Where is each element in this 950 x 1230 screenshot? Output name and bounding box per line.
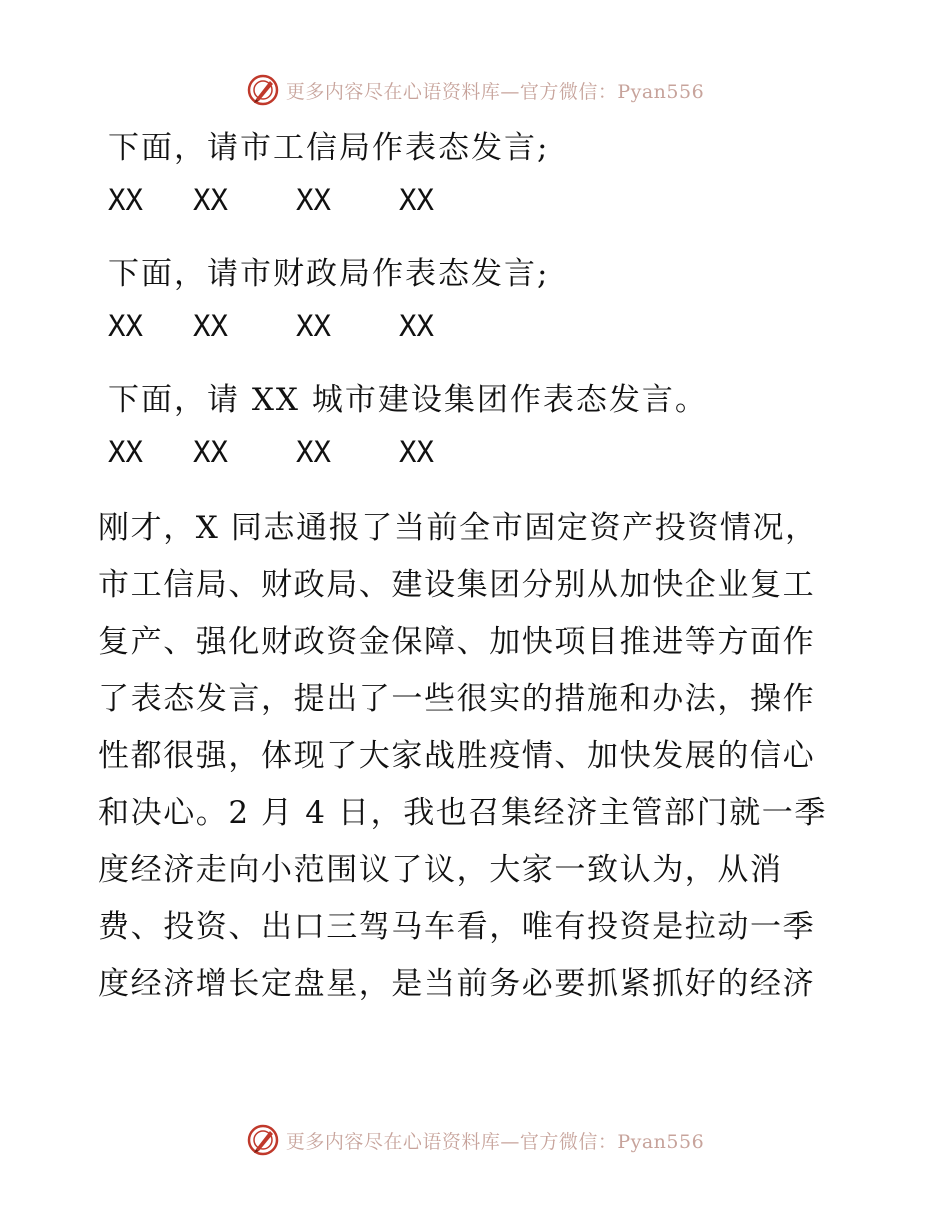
paragraph-line: 性都很强，体现了大家战胜疫情、加快发展的信心 (98, 738, 816, 774)
placeholder-text: XX (193, 309, 228, 343)
placeholder-text: XX (193, 435, 228, 469)
placeholder-text: XX (108, 309, 143, 343)
placeholder-row (98, 426, 858, 478)
placeholder-text: XX (296, 183, 331, 217)
paragraph-line: 了表态发言，提出了一些很实的措施和办法，操作 (98, 681, 816, 717)
placeholder-text: XX (296, 309, 331, 343)
watermark-text: 更多内容尽在心语资料库—官方微信：Pyan556 (285, 80, 705, 103)
header-watermark (0, 70, 950, 110)
paragraph-line: 复产、强化财政资金保障、加快项目推进等方面作 (98, 624, 816, 660)
paragraph-line: 费、投资、出口三驾马车看，唯有投资是拉动一季 (98, 909, 816, 945)
placeholder-text: XX (108, 183, 143, 217)
pen-logo-icon (246, 73, 280, 107)
placeholder-text: XX (108, 435, 143, 469)
pen-logo-icon (246, 1123, 280, 1157)
placeholder-text: XX (399, 435, 434, 469)
footer-watermark (0, 1120, 950, 1160)
placeholder-text: XX (399, 309, 434, 343)
paragraph-line: 市工信局、财政局、建设集团分别从加快企业复工 (98, 567, 816, 603)
placeholder-text: XX (296, 435, 331, 469)
watermark-text: 更多内容尽在心语资料库—官方微信：Pyan556 (285, 1130, 705, 1153)
speech-line: 下面，请市工信局作表态发言; (108, 130, 550, 166)
paragraph-line: 和决心。2 月 4 日，我也召集经济主管部门就一季 (98, 795, 828, 831)
placeholder-row (98, 174, 858, 226)
speech-line: 下面，请 XX 城市建设集团作表态发言。 (108, 382, 708, 418)
placeholder-text: XX (193, 183, 228, 217)
paragraph-line: 度经济增长定盘星，是当前务必要抓紧抓好的经济 (98, 966, 816, 1002)
document-body (98, 122, 858, 1013)
speech-line: 下面，请市财政局作表态发言; (108, 256, 550, 292)
paragraph-line: 刚才，X 同志通报了当前全市固定资产投资情况， (98, 510, 818, 546)
placeholder-text: XX (399, 183, 434, 217)
paragraph-line: 度经济走向小范围议了议，大家一致认为，从消 (98, 852, 783, 888)
placeholder-row (98, 300, 858, 352)
summary-paragraph (98, 500, 858, 1013)
